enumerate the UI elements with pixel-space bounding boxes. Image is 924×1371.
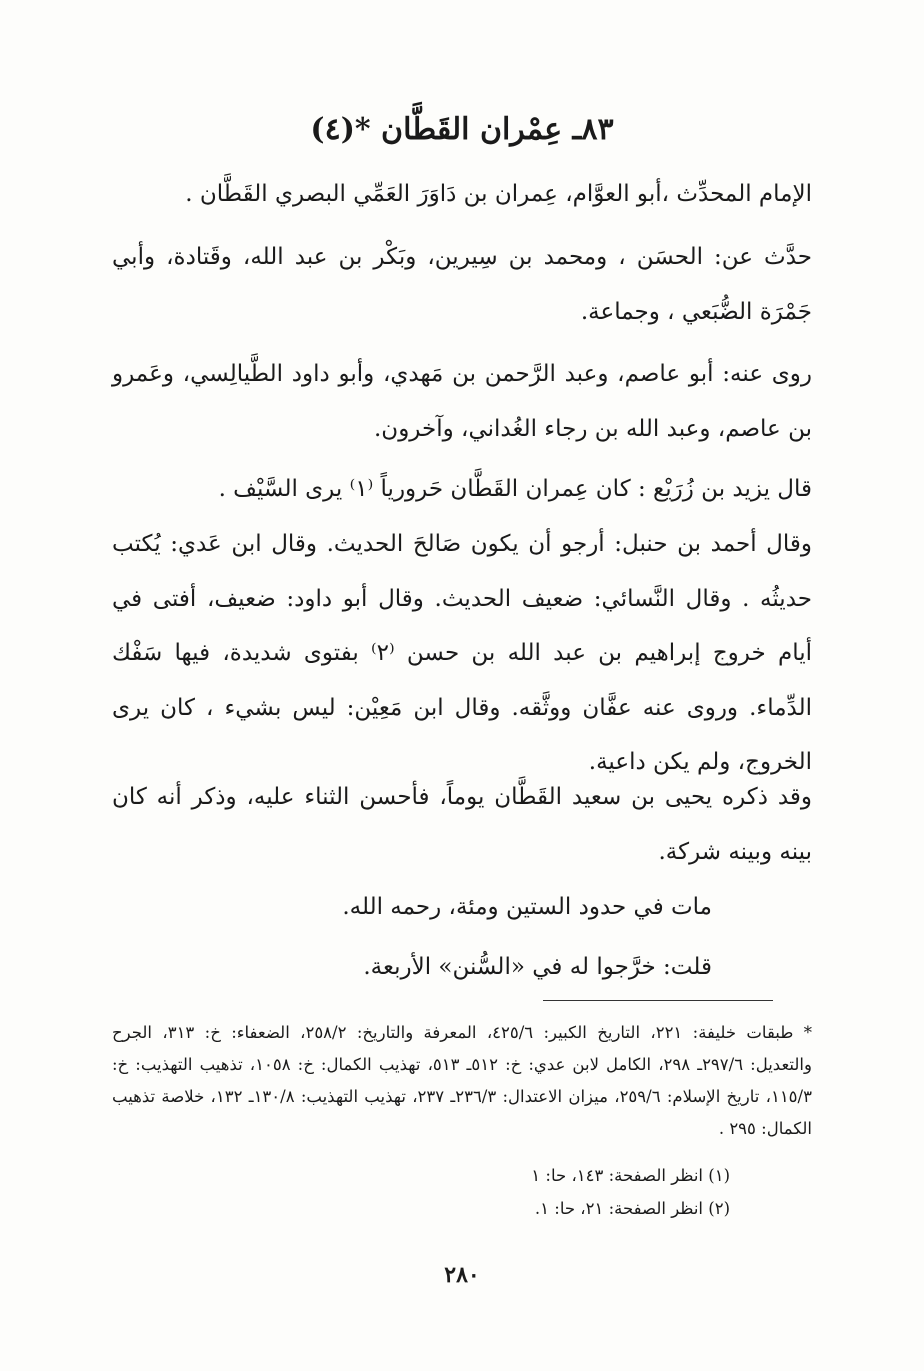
paragraph-yahya-mention: وقد ذكره يحيى بن سعيد القَطَّان يوماً، فأحسن الثناء عليه، وذكر أنه كان بينه وبينه شركة. [112,784,812,865]
paragraph-yazid-quote: قال يزيد بن زُرَيْع : كان عِمران القَطَّان حَرورياً ⁽١⁾ يرى السَّيْف . [218,476,812,502]
paragraph-death: مات في حدود الستين ومئة، رحمه الله. [342,894,712,920]
footnote-divider [543,1000,773,1001]
footnote-1: (١) انظر الصفحة: ١٤٣، حا: ١ [531,1166,730,1185]
footnote-2: (٢) انظر الصفحة: ٢١، حا: ١. [534,1199,730,1218]
paragraph-evaluations: وقال أحمد بن حنبل: أرجو أن يكون صَالحَ الحديث. وقال ابن عَدي: يُكتب حديثُه . وقال النَّسائي: ضعيف الحديث. وقال أبو داود: ضعيف، أفتى في أيام خروج إبراهيم بن عبد الله بن حسن ⁽٢⁾ بفتوى شديدة، فيها سَفْك الدِّماء. وروى عنه عفَّان ووثَّقه. وقال ابن مَعِيْن: ليس بشيء ، كان يرى الخروج، ولم يكن داعية. [112,531,812,775]
entry-title: ٨٣ـ عِمْران القَطَّان *(٤) [310,112,614,147]
paragraph-students: روى عنه: أبو عاصم، وعبد الرَّحمن بن مَهدي، وأبو داود الطَّيالِسي، وعَمرو بن عاصم، وعبد الله بن رجاء الغُداني، وآخرون. [112,361,812,442]
paragraph-teachers: حدَّث عن: الحسَن ، ومحمد بن سِيرين، وبَكْر بن عبد الله، وقَتادة، وأبي جَمْرَة الضُّبَعي ، وجماعة. [112,244,812,325]
paragraph-author-note: قلت: خرَّجوا له في «السُّنن» الأربعة. [363,954,712,980]
paragraph-intro: الإمام المحدِّث ،أبو العوَّام، عِمران بن دَاوَرَ العَمِّي البصري القَطَّان . [185,181,812,207]
page-number: ٢٨٠ [444,1262,480,1288]
footnote-sources: * طبقات خليفة: ٢٢١، التاريخ الكبير: ٤٢٥/٦، المعرفة والتاريخ: ٢٥٨/٢، الضعفاء: خ: ٣١٣، الجرح والتعديل: ٢٩٧/٦ـ ٢٩٨، الكامل لابن عدي: خ: ٥١٢ـ ٥١٣، تهذيب الكمال: خ: ١٠٥٨، تذهيب التهذيب: خ: ١١٥/٣، تاريخ الإسلام: ٢٥٩/٦، ميزان الاعتدال: ٢٣٦/٣ـ ٢٣٧، تهذيب التهذيب: ١٣٠/٨ـ ١٣٢، خلاصة تذهيب الكمال: ٢٩٥ . [112,1023,812,1138]
